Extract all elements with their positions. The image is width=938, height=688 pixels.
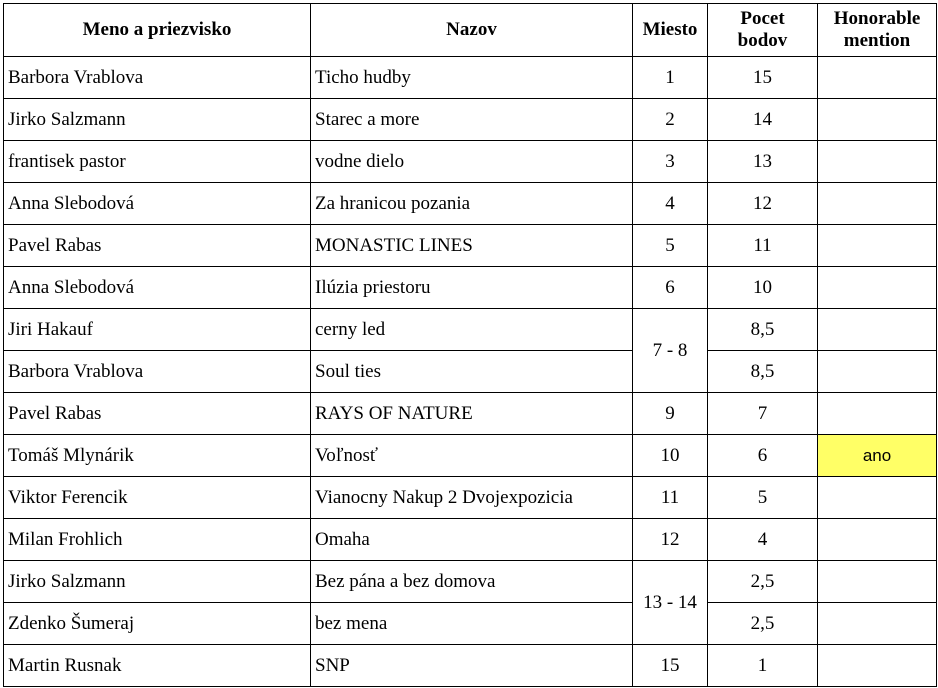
header-place: Miesto	[633, 4, 708, 57]
cell-place: 3	[633, 141, 708, 183]
table-row	[4, 603, 937, 645]
cell-points: 12	[708, 183, 818, 225]
cell-points: 8,5	[708, 351, 818, 393]
cell-honorable-highlighted: ano	[818, 435, 937, 477]
cell-points: 2,5	[708, 603, 818, 645]
cell-name: Zdenko Šumeraj	[4, 603, 311, 645]
header-row	[4, 4, 937, 57]
cell-points: 11	[708, 225, 818, 267]
table-row	[4, 477, 937, 519]
cell-honorable	[818, 519, 937, 561]
cell-honorable	[818, 309, 937, 351]
header-name: Meno a priezvisko	[4, 4, 311, 57]
cell-points: 8,5	[708, 309, 818, 351]
cell-title: Voľnosť	[311, 435, 633, 477]
cell-title: Ilúzia priestoru	[311, 267, 633, 309]
cell-place: 10	[633, 435, 708, 477]
cell-name: Jirko Salzmann	[4, 99, 311, 141]
header-title: Nazov	[311, 4, 633, 57]
cell-name: Jiri Hakauf	[4, 309, 311, 351]
cell-place-merged: 13 - 14	[633, 561, 708, 645]
cell-place: 2	[633, 99, 708, 141]
cell-place: 5	[633, 225, 708, 267]
cell-title: RAYS OF NATURE	[311, 393, 633, 435]
cell-place: 1	[633, 57, 708, 99]
cell-name: Milan Frohlich	[4, 519, 311, 561]
cell-title: SNP	[311, 645, 633, 687]
cell-title: vodne dielo	[311, 141, 633, 183]
table-row	[4, 393, 937, 435]
cell-name: Barbora Vrablova	[4, 57, 311, 99]
cell-name: Pavel Rabas	[4, 225, 311, 267]
cell-honorable	[818, 603, 937, 645]
cell-place: 9	[633, 393, 708, 435]
cell-title: cerny led	[311, 309, 633, 351]
cell-honorable	[818, 267, 937, 309]
cell-place-merged: 7 - 8	[633, 309, 708, 393]
table-row	[4, 645, 937, 687]
cell-place: 11	[633, 477, 708, 519]
cell-name: Martin Rusnak	[4, 645, 311, 687]
cell-points: 15	[708, 57, 818, 99]
cell-name: Anna Slebodová	[4, 183, 311, 225]
cell-points: 6	[708, 435, 818, 477]
cell-title: Starec a more	[311, 99, 633, 141]
cell-title: Ticho hudby	[311, 57, 633, 99]
table-row	[4, 519, 937, 561]
cell-honorable	[818, 351, 937, 393]
table-row	[4, 351, 937, 393]
cell-honorable	[818, 393, 937, 435]
cell-title: Vianocny Nakup 2 Dvojexpozicia	[311, 477, 633, 519]
table-row	[4, 309, 937, 351]
cell-name: Anna Slebodová	[4, 267, 311, 309]
cell-honorable	[818, 477, 937, 519]
cell-place: 15	[633, 645, 708, 687]
table-row	[4, 99, 937, 141]
table-row	[4, 561, 937, 603]
cell-place: 6	[633, 267, 708, 309]
cell-name: Tomáš Mlynárik	[4, 435, 311, 477]
header-honorable	[818, 4, 937, 57]
table-row	[4, 435, 937, 477]
cell-place: 12	[633, 519, 708, 561]
header-points-line1: Pocet	[740, 8, 785, 29]
cell-points: 5	[708, 477, 818, 519]
cell-honorable	[818, 99, 937, 141]
table-row	[4, 225, 937, 267]
table-row	[4, 183, 937, 225]
cell-title: MONASTIC LINES	[311, 225, 633, 267]
cell-name: Viktor Ferencik	[4, 477, 311, 519]
cell-title: Omaha	[311, 519, 633, 561]
cell-title: Soul ties	[311, 351, 633, 393]
cell-points: 1	[708, 645, 818, 687]
cell-honorable	[818, 57, 937, 99]
cell-points: 2,5	[708, 561, 818, 603]
header-honorable-line2: mention	[843, 30, 911, 51]
cell-points: 13	[708, 141, 818, 183]
cell-name: Barbora Vrablova	[4, 351, 311, 393]
cell-honorable	[818, 645, 937, 687]
cell-title: Za hranicou pozania	[311, 183, 633, 225]
cell-honorable	[818, 225, 937, 267]
results-table	[3, 3, 937, 687]
header-honorable-line1: Honorable	[833, 8, 921, 29]
cell-name: Pavel Rabas	[4, 393, 311, 435]
cell-points: 14	[708, 99, 818, 141]
cell-honorable	[818, 141, 937, 183]
cell-place: 4	[633, 183, 708, 225]
header-points-line2: bodov	[737, 30, 788, 51]
cell-title: bez mena	[311, 603, 633, 645]
cell-title: Bez pána a bez domova	[311, 561, 633, 603]
cell-points: 10	[708, 267, 818, 309]
cell-honorable	[818, 183, 937, 225]
cell-points: 4	[708, 519, 818, 561]
header-points	[708, 4, 818, 57]
cell-name: frantisek pastor	[4, 141, 311, 183]
cell-name: Jirko Salzmann	[4, 561, 311, 603]
cell-points: 7	[708, 393, 818, 435]
cell-honorable	[818, 561, 937, 603]
table-row	[4, 57, 937, 99]
table-row	[4, 267, 937, 309]
table-row	[4, 141, 937, 183]
